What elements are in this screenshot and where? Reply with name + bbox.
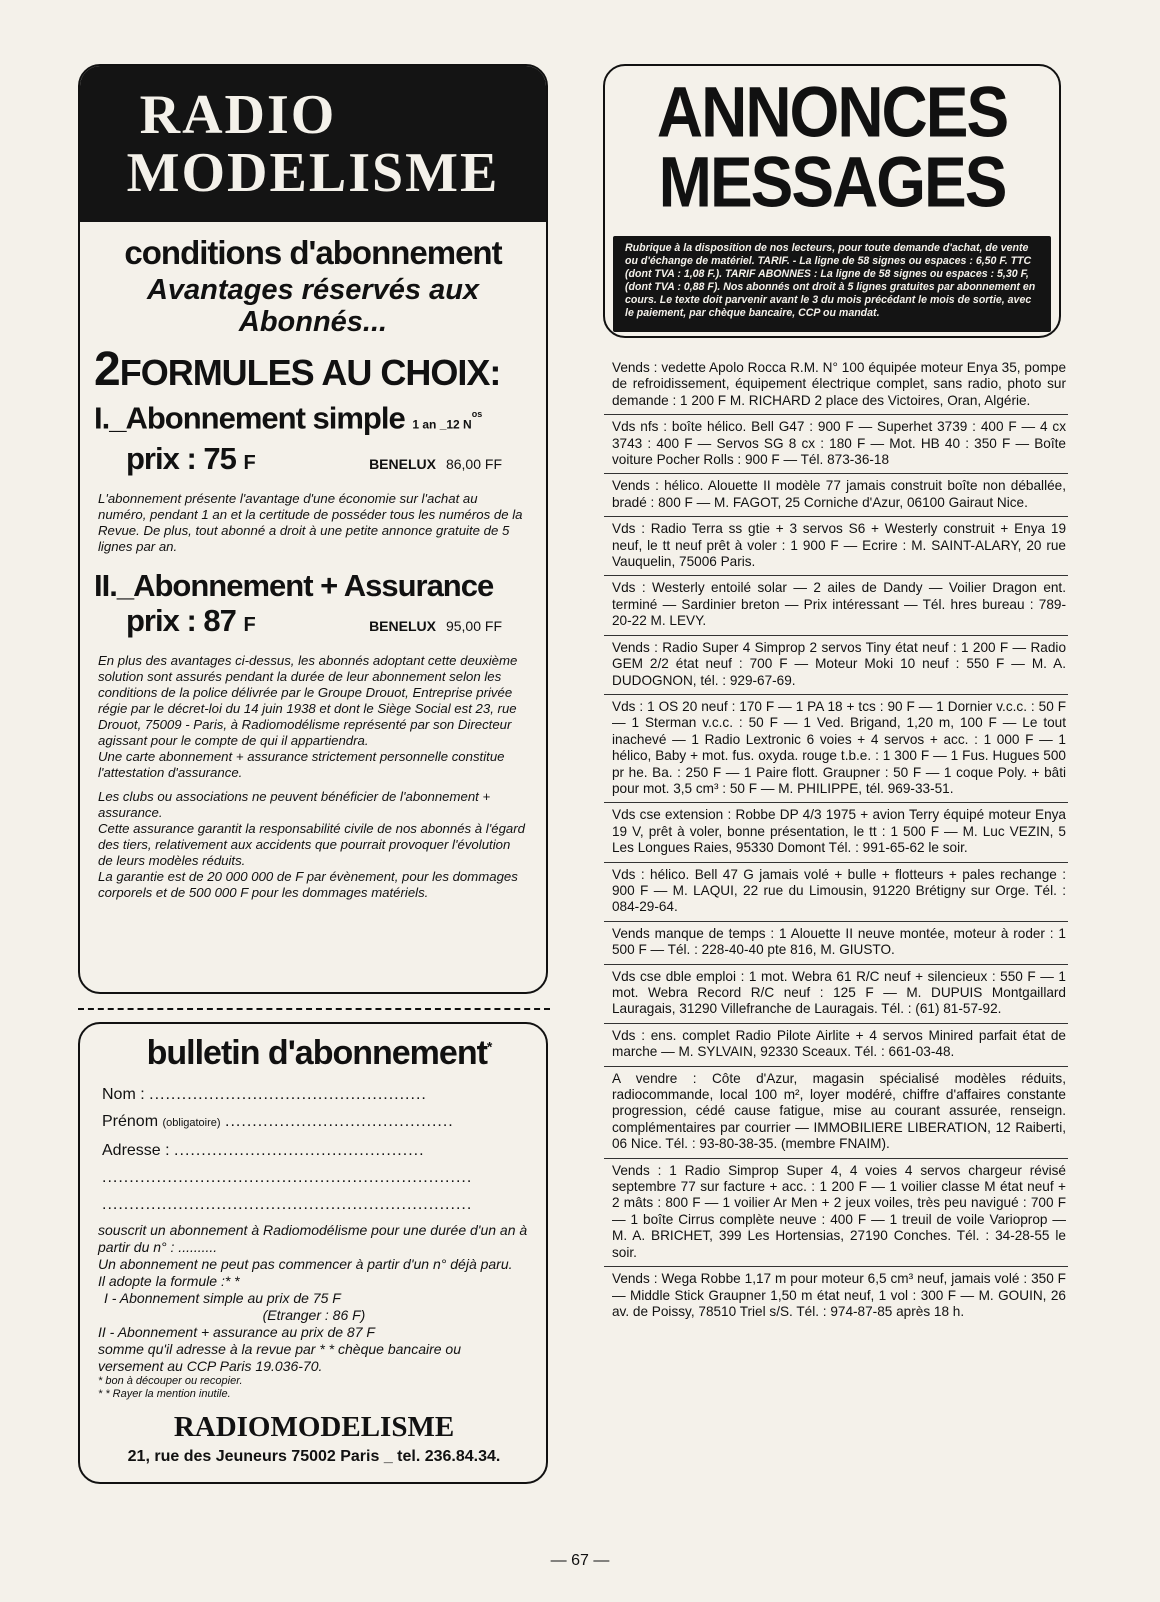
- bulletin-option-2: II - Abonnement + assurance au prix de 87 F: [98, 1324, 375, 1340]
- formula2-price-unit: F: [243, 614, 255, 637]
- prenom-field[interactable]: [102, 1108, 530, 1137]
- formula1-price-unit: F: [243, 452, 255, 475]
- classified-ads-list: [604, 356, 1068, 1325]
- messages-title: MESSAGES: [658, 141, 1006, 223]
- bulletin-title: [108, 1034, 530, 1073]
- prenom-label: Prénom: [102, 1113, 159, 1130]
- bulletin-payment: somme qu'il adresse à la revue par * * chèque bancaire ou versement au CCP Paris 19.036-70.: [98, 1341, 461, 1374]
- publisher-name: RADIOMODELISME: [173, 1411, 455, 1443]
- list-item: Vds : 1 OS 20 neuf : 170 F — 1 PA 18 + tcs : 90 F — 1 Dornier v.c.c. : 50 F — 1 Sterman v.c.c. : 50 F — 1 Ved. Brigand, 1,20 m, 100 F — Le tout inachevé — 1 Radio Lextronic 6 voies + 4 servos + acc. : 1 000 F — 1 hélico, Baby + mot. fus. oxyda. rouge t.b.e. : 1 300 F — 1 Fus. Hugues 500 pr he. Ba. : 250 F — 1 Paire flott. Graupner : 50 F — 1 coque Poly. + bâti pour mot. 3,5 cm³ : 50 F — M. PHILIPPE, tél. 969-33-51.: [604, 695, 1068, 803]
- formula2-price-row: [126, 603, 546, 639]
- list-item: Vends : hélico. Alouette II modèle 77 jamais construit boîte non déballée, bradé : 800 F — M. FAGOT, 25 Corniche d'Azur, 06100 Gairaut Nice.: [604, 474, 1068, 517]
- formula1-benelux-label: BENELUX: [369, 456, 436, 473]
- formula1-duration: 1 an _12 N: [412, 417, 472, 432]
- formules-text: FORMULES AU CHOIX:: [119, 352, 501, 393]
- formula2-paragraph-5: La garantie est de 20 000 000 de F par évènement, pour les dommages corporels et de 500 000 F pour les dommages matériels.: [98, 869, 518, 901]
- list-item: Vends : Radio Super 4 Simprop 2 servos Tiny état neuf : 1 200 F — Radio GEM 2/2 état neuf : 700 F — Moteur Moki 10 neuf : 550 F — M. A. DUDOGNON, tél. : 929-67-69.: [604, 636, 1068, 695]
- list-item: Vends : 1 Radio Simprop Super 4, 4 voies 4 servos chargeur révisé septembre 77 sur facture + acc. : 1 200 F — 1 voilier classe M état neuf + 2 mâts : 800 F — 1 voilier Ar Men + 2 jeux voiles, très peu navigué : 700 F — 1 boîte Cirrus complète neuve : 400 F — 1 treuil de voile Varioprop — M. A. BRICHET, 399 Les Hortensias, 27190 Conches. Tél. : 34-28-55 le soir.: [604, 1159, 1068, 1267]
- formula1-title-row: [94, 397, 546, 441]
- formula1-description: L'abonnement présente l'avantage d'une économie sur l'achat au numéro, pendant 1 an et la certitude de posséder tous les numéros de la Revue. De plus, tout abonné a droit à une petite annonce gratuite de 5 lignes par an.: [98, 491, 523, 555]
- adresse-line-3-dots: ....................................................................: [102, 1196, 473, 1213]
- formula1-price: [126, 441, 255, 477]
- bulletin-note-1: * bon à découper ou recopier.: [98, 1375, 243, 1387]
- bulletin-text-1: souscrit un abonnement à Radiomodélisme pour une durée d'un an à partir du n° : ..........: [98, 1222, 528, 1255]
- cut-line-divider: [78, 1008, 550, 1010]
- formula1-benelux-price: 86,00 FF: [445, 456, 502, 473]
- formula2-paragraph-2: Une carte abonnement + assurance strictement personnelle constitue l'attestation d'assurance.: [98, 749, 505, 781]
- adresse-line-2-dots: ....................................................................: [102, 1169, 473, 1186]
- nom-label: Nom :: [102, 1086, 145, 1103]
- formula2-price-label: prix : 87: [126, 603, 236, 639]
- list-item: Vds : Westerly entoilé solar — 2 ailes de Dandy — Voilier Dragon ent. terminé — Sardinier breton — Prix intéressant — Tél. hres bureau : 789-20-22 M. LEVY.: [604, 576, 1068, 635]
- prenom-dots: ..........................................: [225, 1113, 454, 1130]
- prenom-note: (obligatoire): [162, 1117, 221, 1129]
- list-item: Vends : Wega Robbe 1,17 m pour moteur 6,5 cm³ neuf, jamais volé : 350 F — Middle Stick Graupner 1,50 m état neuf, 1 vol : 300 F — M. GOUIN, 26 av. de Poissy, 78510 Triel s/S. Tél. : 974-87-85 après 18 h.: [612, 1271, 1066, 1319]
- nom-dots: ...................................................: [149, 1086, 427, 1103]
- list-item: Vds nfs : boîte hélico. Bell G47 : 900 F — Superhet 3739 : 400 F — 4 cx 3743 : 400 F — Servos SG 8 cx : 180 F — Mot. HB 40 : 350 F — Boîte voiture Pocher Rolls : 900 F — Tél. 873-36-18: [604, 415, 1068, 474]
- annonces-title: ANNONCES: [656, 71, 1008, 153]
- avantages-line-1: Avantages réservés aux: [146, 274, 480, 306]
- list-item: A vendre : Côte d'Azur, magasin spécialisé modèles réduits, radiocommande, local 100 m², loyer modéré, chiffre d'affaires constante progression, cédé cause fatigue, mise au courant assurée, renseign. complémentaires par courrier — IMMOBILIERE LIBERATION, 12 Raiberti, 06 Nice. Tél. : 93-80-38-35. (membre FNAIM).: [604, 1067, 1068, 1159]
- formula2-paragraph-3: Les clubs ou associations ne peuvent bénéficier de l'abonnement + assurance.: [98, 789, 491, 821]
- masthead-line-2: MODELISME: [126, 142, 500, 204]
- list-item: Vds cse extension : Robbe DP 4/3 1975 + avion Terry équipé moteur Enya 19 V, prêt à voler, bonne présentation, le tt : 1 500 F — M. Luc VEZIN, 5 Les Longues Raies, 95330 Domont Tél. : 991-65-62 le soir.: [604, 803, 1068, 862]
- formula2-benelux: [369, 618, 502, 634]
- conditions-title: conditions d'abonnement: [124, 234, 502, 271]
- formula1-duration-sup: os: [471, 409, 483, 419]
- formules-number: 2: [94, 343, 120, 396]
- adresse-label: Adresse :: [102, 1142, 170, 1159]
- bulletin-text-2: Un abonnement ne peut pas commencer à partir d'un n° déjà paru.: [98, 1256, 513, 1272]
- adresse-field[interactable]: [102, 1137, 530, 1164]
- bulletin-option-1-foreign: (Etranger : 86 F): [262, 1307, 366, 1323]
- formula2-paragraph-1: En plus des avantages ci-dessus, les abonnés adoptant cette deuxième solution sont assurés pendant la durée de leur abonnement selon les conditions de la police délivrée par le Groupe Drouot, Entreprise privée régie par le décret-loi du 14 juin 1938 et dont le Siège Social est 23, rue Drouot, 75009 - Paris, à Radiomodélisme représenté par son Directeur agissant pour le compte de qui il appartiendra.: [98, 653, 518, 749]
- bulletin-note-2: * * Rayer la mention inutile.: [98, 1388, 231, 1400]
- bulletin-title-mark: *: [486, 1038, 492, 1055]
- adresse-line-3[interactable]: [102, 1191, 530, 1218]
- list-item: Vends : vedette Apolo Rocca R.M. N° 100 équipée moteur Enya 35, pompe de refroidissement, équipement électrique complet, sans radio, photo sur demande : 1 200 F M. RICHARD 2 place des Victoires, Oran, Algérie.: [604, 356, 1068, 415]
- masthead-line-1: RADIO: [139, 84, 337, 146]
- list-item: Vds : ens. complet Radio Pilote Airlite + 4 servos Minired parfait état de marche — M. SYLVAIN, 92330 Sceaux. Tél. : 661-03-48.: [604, 1024, 1068, 1067]
- formula2-price: [126, 603, 255, 639]
- formula2-title: II._Abonnement + Assurance: [94, 568, 494, 604]
- formula2-benelux-price: 95,00 FF: [445, 618, 502, 635]
- publisher-address: 21, rue des Jeuneurs 75002 Paris _ tel. 236.84.34.: [127, 1448, 501, 1465]
- adresse-dots: ..............................................: [174, 1142, 425, 1159]
- nom-field[interactable]: [102, 1081, 530, 1108]
- adresse-line-2[interactable]: [102, 1164, 530, 1191]
- formula1-price-label: prix : 75: [126, 441, 236, 477]
- list-item: Vds cse dble emploi : 1 mot. Webra 61 R/C neuf + silencieux : 550 F — 1 mot. Webra Record R/C neuf : 125 F — M. DUPUIS Montgaillard Lauragais, 31290 Villefranche de Lauragais. Tél. : (61) 81-57-92.: [604, 965, 1068, 1024]
- list-item: Vends manque de temps : 1 Alouette II neuve montée, moteur à roder : 1 500 F — Tél. : 228-40-40 pte 816, M. GIUSTO.: [604, 922, 1068, 965]
- bulletin-option-1: I - Abonnement simple au prix de 75 F: [104, 1290, 341, 1306]
- subscription-conditions-panel: [78, 64, 548, 994]
- formula1-benelux: [369, 456, 502, 472]
- list-item: Vds : Radio Terra ss gtie + 3 servos S6 + Westerly construit + Enya 19 neuf, le tt neuf prêt à voler : 1 900 F — Ecrire : M. SAINT-ALARY, 20 rue Vauquelin, 75006 Paris.: [604, 517, 1068, 576]
- avantages-line-2: Abonnés...: [238, 306, 388, 338]
- subscription-form-panel: [78, 1022, 548, 1484]
- page-number: — 67 —: [550, 1552, 610, 1569]
- bulletin-title-text: bulletin d'abonnement: [146, 1034, 487, 1072]
- annonces-header-panel: [603, 64, 1061, 338]
- formula1-title: I._Abonnement simple: [94, 400, 405, 436]
- list-item: Vds : hélico. Bell 47 G jamais volé + bulle + flotteurs + pales rechange : 900 F — M. LAQUI, 22 rue du Limousin, 91220 Brétigny sur Orge. Tél. : 084-29-64.: [604, 863, 1068, 922]
- bulletin-text-3: Il adopte la formule :* *: [98, 1273, 240, 1289]
- formules-heading: [94, 342, 546, 397]
- formula2-paragraph-4: Cette assurance garantit la responsabilité civile de nos abonnés à l'égard des tiers, relativement aux accidents que pourrait provoquer l'évolution de leurs modèles réduits.: [98, 821, 525, 869]
- annonces-info-box: Rubrique à la disposition de nos lecteurs, pour toute demande d'achat, de vente ou d'échange de matériel. TARIF. - La ligne de 58 signes ou espaces : 6,50 F. TTC (dont TVA : 1,08 F.). TARIF ABONNES : La ligne de 58 signes ou espaces : 5,30 F, (dont TVA : 0,88 F). Nos abonnés ont droit à 5 lignes gratuites par abonnement en cours. Le texte doit parvenir avant le 3 du mois précédant le mois de sortie, avec le paiement, par chèque bancaire, CCP ou mandat.: [613, 236, 1051, 332]
- radio-modelisme-masthead: [80, 66, 546, 222]
- formula2-benelux-label: BENELUX: [369, 618, 436, 635]
- formula1-price-row: [126, 441, 546, 477]
